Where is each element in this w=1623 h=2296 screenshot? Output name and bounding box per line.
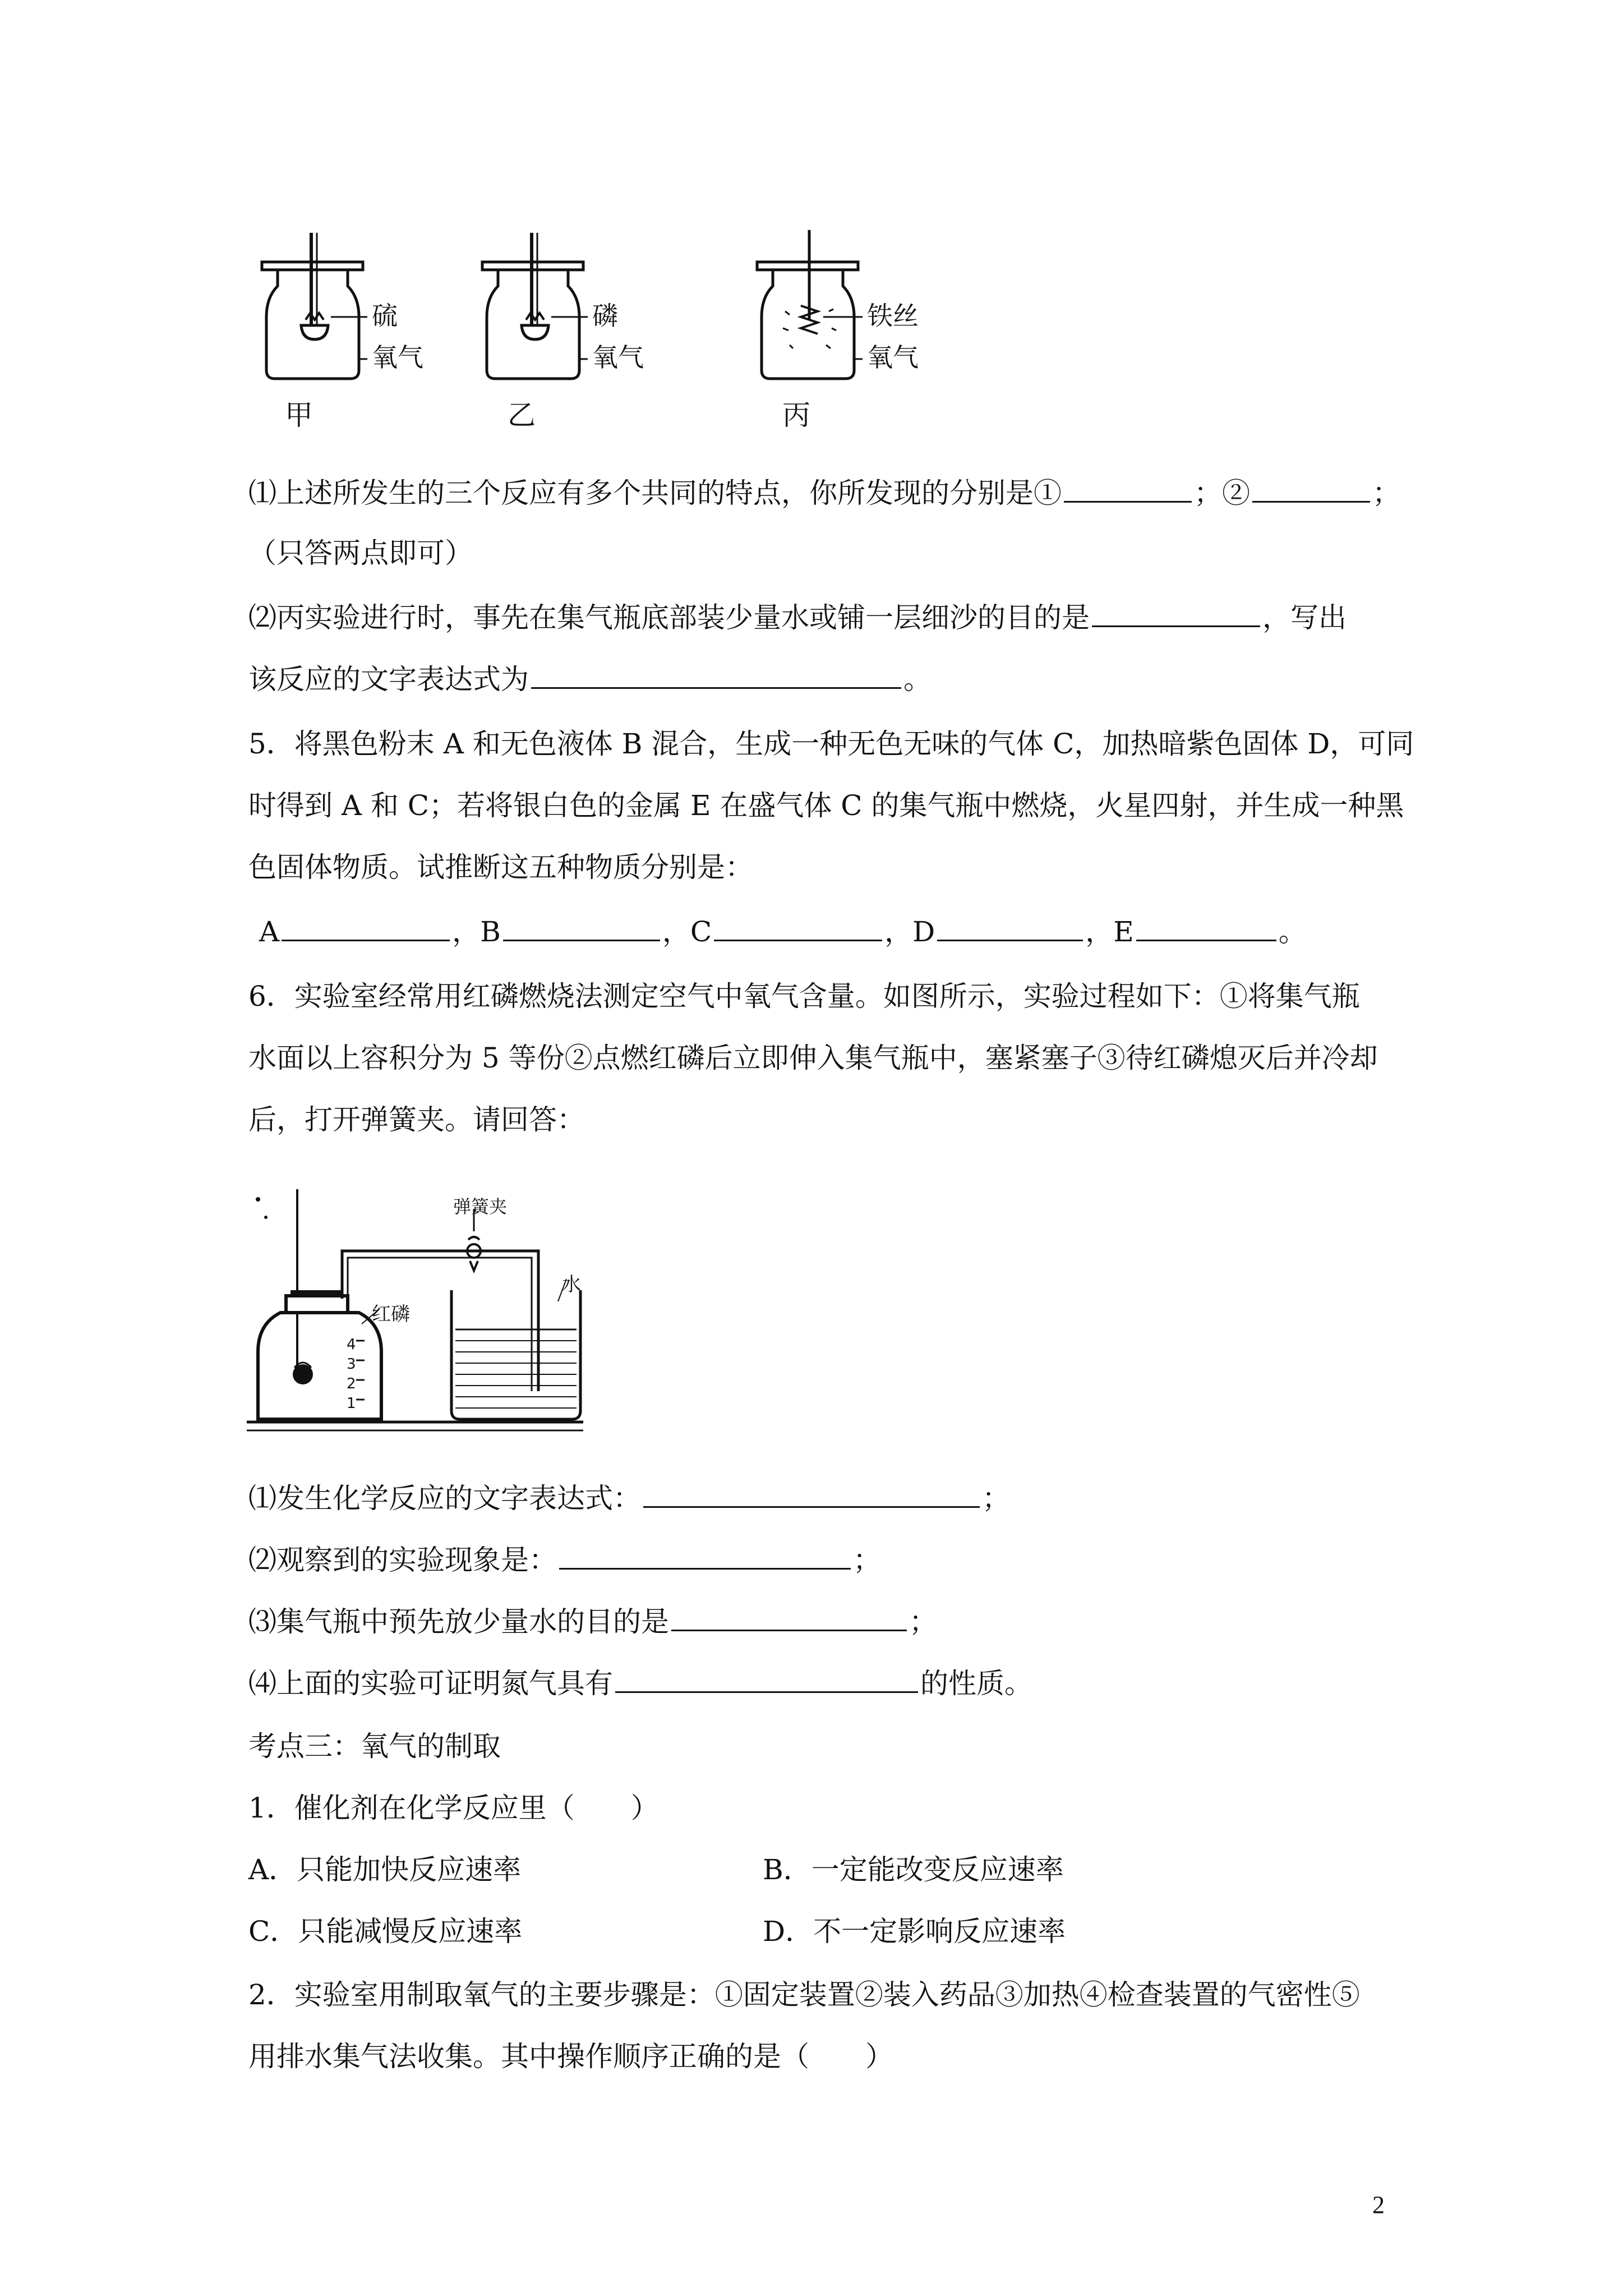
q4-part2-line1 xyxy=(248,600,1347,635)
jar-iron-label-oxygen: 氧气 xyxy=(867,342,919,372)
apparatus-label-spring-clamp: 弹簧夹 xyxy=(453,1196,508,1217)
s3-q1-stem: 1．催化剂在化学反应里（ ） xyxy=(248,1792,659,1824)
apparatus-scale-3: 3 xyxy=(347,1356,356,1373)
q6-sub1-text: ⑴发生化学反应的文字表达式： xyxy=(248,1482,641,1515)
q6-sub1 xyxy=(248,1481,1010,1516)
q5-blank-a[interactable] xyxy=(282,915,450,941)
q5-label-c: ，C xyxy=(662,915,712,948)
q6-line2: 水面以上容积分为 5 等份②点燃红磷后立即伸入集气瓶中，塞紧塞子③待红磷熄灭后并冷却 xyxy=(248,1042,1378,1074)
apparatus-scale-2: 2 xyxy=(347,1375,356,1392)
s3-q1-option-a: A．只能加快反应速率 xyxy=(248,1853,522,1886)
s3-q2-line1: 2．实验室用制取氧气的主要步骤是：①固定装置②装入药品③加热④检查装置的气密性⑤ xyxy=(248,1978,1360,2011)
q4-part2-text-c: 该反应的文字表达式为 xyxy=(248,663,529,696)
q6-sub2 xyxy=(248,1543,881,1577)
s3-q2-line2: 用排水集气法收集。其中操作顺序正确的是（ ） xyxy=(248,2040,893,2073)
q6-blank-2[interactable] xyxy=(559,1543,851,1570)
q4-answer-blank-1[interactable] xyxy=(1064,476,1192,503)
q5-line2: 时得到 A 和 C；若将银白色的金属 E 在盛气体 C 的集气瓶中燃烧，火星四射，并生成一种黑 xyxy=(248,789,1404,822)
s3-q1-option-c: C．只能减慢反应速率 xyxy=(248,1915,523,1948)
q4-answer-blank-2[interactable] xyxy=(1252,476,1370,503)
section3-heading: 考点三：氧气的制取 xyxy=(248,1730,501,1763)
q6-sub2-text: ⑵观察到的实验现象是： xyxy=(248,1544,557,1576)
q6-sub2-end: ； xyxy=(853,1544,881,1576)
jar-phosphorus-label-oxygen: 氧气 xyxy=(592,342,644,372)
q5-answers xyxy=(259,914,1307,949)
q4-part2-text-d: 。 xyxy=(903,663,932,696)
q4-answer-blank-4[interactable] xyxy=(531,662,901,689)
s3-q1-option-d: D．不一定影响反应速率 xyxy=(763,1915,1066,1948)
q5-label-d: ，D xyxy=(884,915,935,948)
jar-iron-label-iron-wire: 铁丝 xyxy=(867,301,919,331)
apparatus-scale-4: 4 xyxy=(347,1336,356,1353)
apparatus-label-red-phosphorus: 红磷 xyxy=(372,1303,410,1326)
s3-q1-option-b: B．一定能改变反应速率 xyxy=(763,1853,1064,1886)
q6-sub3 xyxy=(248,1604,937,1639)
q6-blank-4[interactable] xyxy=(615,1667,918,1693)
q6-blank-3[interactable] xyxy=(671,1605,907,1631)
q6-sub3-end: ； xyxy=(909,1605,937,1638)
q5-line3: 色固体物质。试推断这五种物质分别是： xyxy=(248,851,753,884)
q5-blank-b[interactable] xyxy=(503,915,660,941)
q6-sub3-text: ⑶集气瓶中预先放少量水的目的是 xyxy=(248,1605,669,1638)
q4-part2-line2 xyxy=(248,662,932,697)
q6-sub4 xyxy=(248,1666,1032,1701)
jar-phosphorus-label-phosphorus: 磷 xyxy=(592,301,618,331)
apparatus-scale-1: 1 xyxy=(347,1395,356,1412)
jar-sulfur-label-sulfur: 硫 xyxy=(372,301,398,331)
q5-label-e: ，E xyxy=(1085,915,1134,948)
q6-line1: 6．实验室经常用红磷燃烧法测定空气中氧气含量。如图所示，实验过程如下：①将集气瓶 xyxy=(248,980,1360,1013)
apparatus-drawing xyxy=(247,1189,864,1436)
q4-part2-text-b: ，写出 xyxy=(1262,601,1347,634)
q5-end: 。 xyxy=(1278,915,1307,948)
q5-blank-c[interactable] xyxy=(714,915,882,941)
q5-label-b: ，B xyxy=(452,915,501,948)
q4-answer-blank-3[interactable] xyxy=(1092,601,1260,627)
q6-sub1-end: ； xyxy=(982,1482,1010,1515)
q4-part1-line2: （只答两点即可） xyxy=(248,537,473,569)
jar-caption-yi: 乙 xyxy=(508,399,536,431)
q6-blank-1[interactable] xyxy=(643,1481,980,1508)
q4-part1-line1 xyxy=(248,476,1400,510)
apparatus-label-water: 水 xyxy=(562,1273,581,1296)
jar-sulfur-label-oxygen: 氧气 xyxy=(372,342,423,372)
jar-caption-bing: 丙 xyxy=(782,399,810,431)
q5-label-a: A xyxy=(259,915,280,948)
q4-part1-text-a: ⑴上述所发生的三个反应有多个共同的特点，你所发现的分别是① xyxy=(248,477,1062,509)
q4-part2-text-a: ⑵丙实验进行时，事先在集气瓶底部装少量水或铺一层细沙的目的是 xyxy=(248,601,1090,634)
page-number: 2 xyxy=(1372,2191,1385,2219)
q4-part1-text-b: ；② xyxy=(1194,477,1250,509)
q4-part1-text-c: ； xyxy=(1372,477,1400,509)
q6-sub4-text: ⑷上面的实验可证明氮气具有 xyxy=(248,1667,613,1700)
q6-line3: 后，打开弹簧夹。请回答： xyxy=(248,1103,585,1136)
q5-blank-d[interactable] xyxy=(937,915,1083,941)
q5-line1: 5．将黑色粉末 A 和无色液体 B 混合，生成一种无色无味的气体 C，加热暗紫色固体 D，可同 xyxy=(248,728,1414,760)
jar-caption-jia: 甲 xyxy=(285,399,313,431)
q5-blank-e[interactable] xyxy=(1136,915,1276,941)
q6-sub4-end: 的性质。 xyxy=(920,1667,1032,1700)
